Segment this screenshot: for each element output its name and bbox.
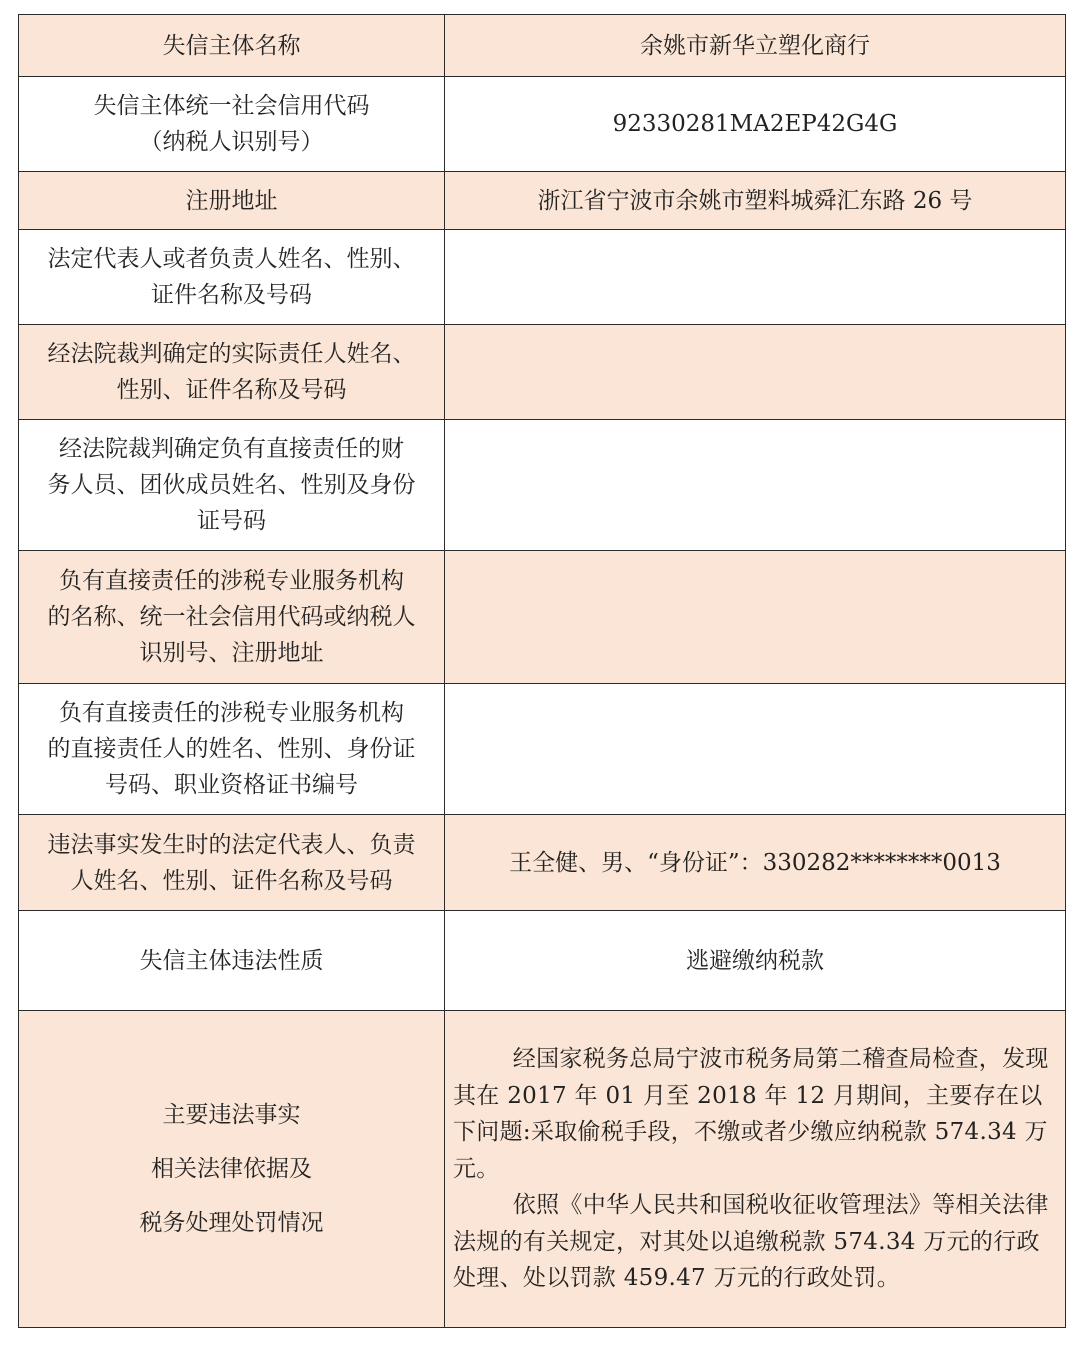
label-line: 的直接责任人的姓名、性别、身份证 (47, 736, 416, 762)
value-actual-responsible (445, 325, 1066, 420)
label-line: 的名称、统一社会信用代码或纳税人 (47, 604, 416, 630)
label-line: 人姓名、性别、证件名称及号码 (70, 867, 393, 894)
label-entity-name: 失信主体名称 (19, 15, 445, 77)
label-legal-rep (19, 230, 445, 325)
label-line: 经法院裁判确定的实际责任人姓名、 (47, 341, 416, 367)
label-address: 注册地址 (19, 172, 445, 230)
value-violation-facts (445, 1011, 1066, 1328)
row-violation-nature (19, 911, 1066, 1011)
label-line: 相关法律依据及 (151, 1156, 312, 1182)
label-agency-person (19, 684, 445, 815)
value-address: 浙江省宁波市余姚市塑料城舜汇东路 26 号 (445, 172, 1066, 230)
row-legal-rep (19, 230, 1066, 325)
label-line: 主要违法事实 (162, 1102, 301, 1128)
row-violation-facts (19, 1011, 1066, 1328)
label-line: 税务处理处罚情况 (139, 1210, 324, 1236)
label-line: 负有直接责任的涉税专业服务机构 (59, 700, 404, 726)
penalty-paragraph: 依照《中华人民共和国税收征收管理法》等相关法律法规的有关规定，对其处以追缴税款 574.34 万元的行政处理、处以罚款 459.47 万元的行政处罚。 (453, 1192, 1049, 1292)
row-rep-at-violation (19, 815, 1066, 911)
value-entity-name: 余姚市新华立塑化商行 (445, 15, 1066, 77)
facts-paragraph: 经国家税务总局宁波市税务局第二稽查局检查，发现其在 2017 年 01 月至 2018 年 12 月期间，主要存在以下问题:采取偷税手段，不缴或者少缴应纳税款 574.34 万元。 (453, 1046, 1049, 1182)
label-line: 号码、职业资格证书编号 (105, 772, 358, 798)
label-line: 务人员、团伙成员姓名、性别及身份 (47, 472, 416, 498)
row-address (19, 172, 1066, 230)
row-entity-name (19, 15, 1066, 77)
label-service-agency (19, 551, 445, 684)
label-line: 识别号、注册地址 (139, 640, 324, 666)
row-agency-person (19, 684, 1066, 815)
label-line: 法定代表人或者负责人姓名、性别、 (47, 246, 416, 272)
taxpayer-info-table (18, 14, 1066, 1328)
label-line: 失信主体统一社会信用代码 (93, 93, 370, 119)
label-violation-nature: 失信主体违法性质 (19, 911, 445, 1011)
label-line: 违法事实发生时的法定代表人、负责 (47, 831, 416, 858)
value-legal-rep (445, 230, 1066, 325)
row-service-agency (19, 551, 1066, 684)
label-rep-at-violation (19, 815, 445, 911)
label-line: 性别、证件名称及号码 (116, 377, 347, 403)
row-actual-responsible (19, 325, 1066, 420)
label-line: （纳税人识别号） (139, 129, 324, 155)
row-finance-staff (19, 420, 1066, 551)
label-line: 负有直接责任的涉税专业服务机构 (59, 568, 404, 594)
label-line: 证号码 (197, 508, 266, 534)
value-credit-code: 92330281MA2EP42G4G (445, 77, 1066, 172)
label-line: 经法院裁判确定负有直接责任的财 (59, 436, 404, 462)
value-agency-person (445, 684, 1066, 815)
label-violation-facts (19, 1011, 445, 1328)
label-actual-responsible (19, 325, 445, 420)
row-credit-code (19, 77, 1066, 172)
label-credit-code (19, 77, 445, 172)
value-violation-nature: 逃避缴纳税款 (445, 911, 1066, 1011)
value-rep-at-violation: 王全健、男、“身份证”：330282********0013 (445, 815, 1066, 911)
value-service-agency (445, 551, 1066, 684)
label-line: 证件名称及号码 (151, 282, 312, 308)
label-finance-staff (19, 420, 445, 551)
value-finance-staff (445, 420, 1066, 551)
